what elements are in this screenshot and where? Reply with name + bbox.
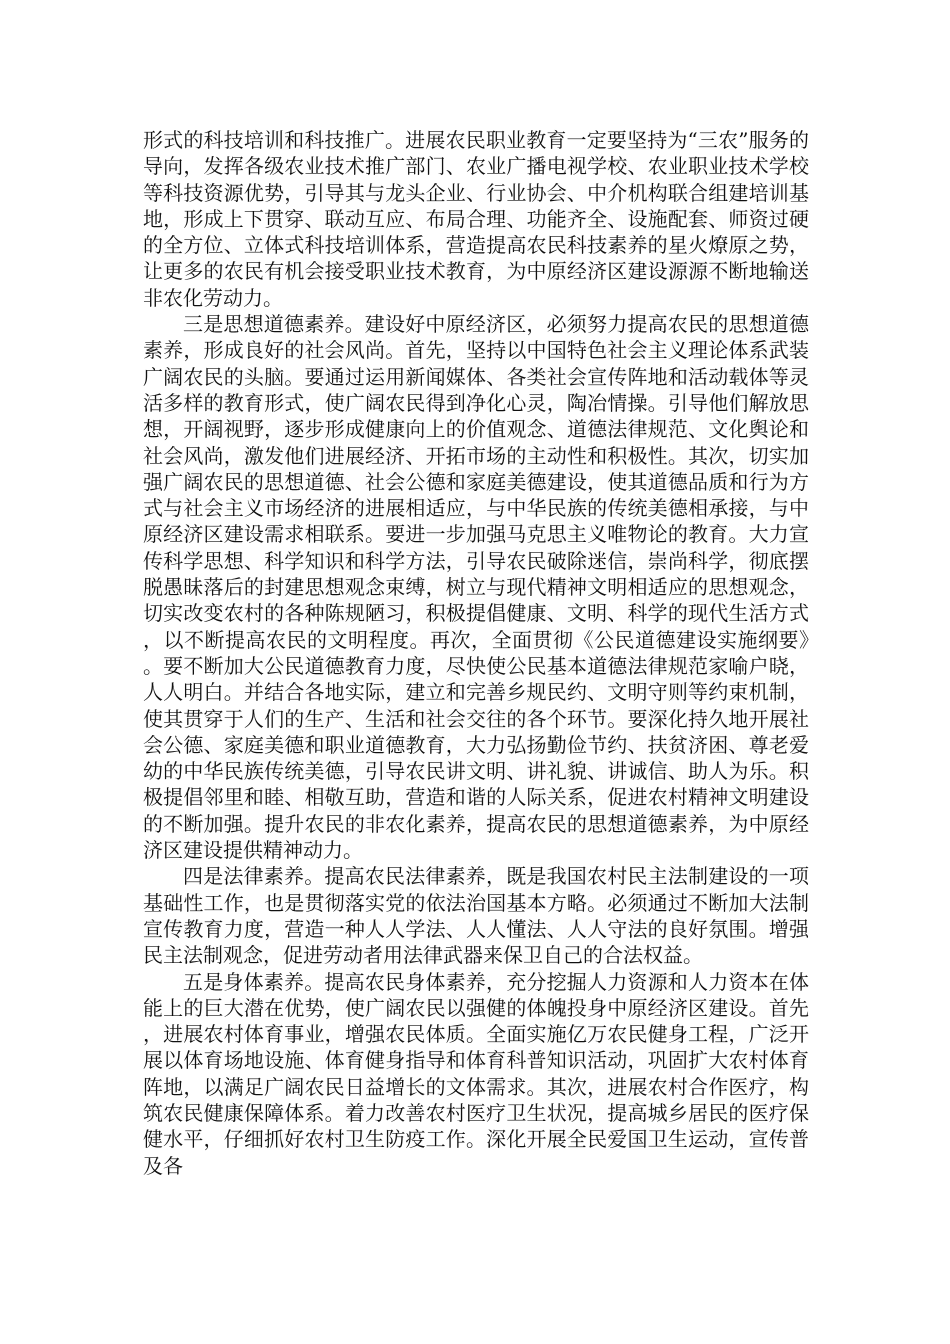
paragraph-legal-quality: 四是法律素养。提高农民法律素养，既是我国农村民主法制建设的一项基础性工作，也是贯彻落实党的依法治国基本方略。必须通过不断加大法制宣传教育力度，营造一种人人学法、人人懂法、人人守法的良好氛围。增强民主法制观念，促进劳动者用法律武器来保卫自己的合法权益。 xyxy=(143,864,809,968)
paragraph-vocational-training: 形式的科技培训和科技推广。进展农民职业教育一定要坚持为“三农”服务的导向，发挥各级农业技术推广部门、农业广播电视学校、农业职业技术学校等科技资源优势，引导其与龙头企业、行业协会、中介机构联合组建培训基地，形成上下贯穿、联动互应、布局合理、功能齐全、设施配套、师资过硬的全方位、立体式科技培训体系，营造提高农民科技素养的星火燎原之势，让更多的农民有机会接受职业技术教育，为中原经济区建设源源不断地输送非农化劳动力。 xyxy=(143,128,809,310)
paragraph-physical-quality: 五是身体素养。提高农民身体素养，充分挖掘人力资源和人力资本在体能上的巨大潜在优势，使广阔农民以强健的体魄投身中原经济区建设。首先，进展农村体育事业，增强农民体质。全面实施亿万农民健身工程，广泛开展以体育场地设施、体育健身指导和体育科普知识活动，巩固扩大农村体育阵地，以满足广阔农民日益增长的文体需求。其次，进展农村合作医疗，构筑农民健康保障体系。着力改善农村医疗卫生状况，提高城乡居民的医疗保健水平，仔细抓好农村卫生防疫工作。深化开展全民爱国卫生运动，宣传普及各 xyxy=(143,969,809,1178)
document-page xyxy=(143,127,809,1179)
paragraph-moral-quality: 三是思想道德素养。建设好中原经济区，必须努力提高农民的思想道德素养，形成良好的社会风尚。首先，坚持以中国特色社会主义理论体系武装广阔农民的头脑。要通过运用新闻媒体、各类社会宣传阵地和活动载体等灵活多样的教育形式，使广阔农民得到净化心灵，陶冶情操。引导他们解放思想，开阔视野，逐步形成健康向上的价值观念、道德法律规范、文化舆论和社会风尚，激发他们进展经济、开拓市场的主动性和积极性。其次，切实加强广阔农民的思想道德、社会公德和家庭美德建设，使其道德品质和行为方式与社会主义市场经济的进展相适应，与中华民族的传统美德相承接，与中原经济区建设需求相联系。要进一步加强马克思主义唯物论的教育。大力宣传科学思想、科学知识和科学方法，引导农民破除迷信，崇尚科学，彻底摆脱愚昧落后的封建思想观念束缚，树立与现代精神文明相适应的思想观念，切实改变农村的各种陈规陋习，积极提倡健康、文明、科学的现代生活方式，以不断提高农民的文明程度。再次，全面贯彻《公民道德建设实施纲要》。要不断加大公民道德教育力度，尽快使公民基本道德法律规范家喻户晓，人人明白。并结合各地实际，建立和完善乡规民约、文明守则等约束机制，使其贯穿于人们的生产、生活和社会交往的各个环节。要深化持久地开展社会公德、家庭美德和职业道德教育，大力弘扬勤俭节约、扶贫济困、尊老爱幼的中华民族传统美德，引导农民讲文明、讲礼貌、讲诚信、助人为乐。积极提倡邻里和睦、相敬互助，营造和谐的人际关系，促进农村精神文明建设的不断加强。提升农民的非农化素养，提高农民的思想道德素养，为中原经济区建设提供精神动力。 xyxy=(143,312,809,863)
